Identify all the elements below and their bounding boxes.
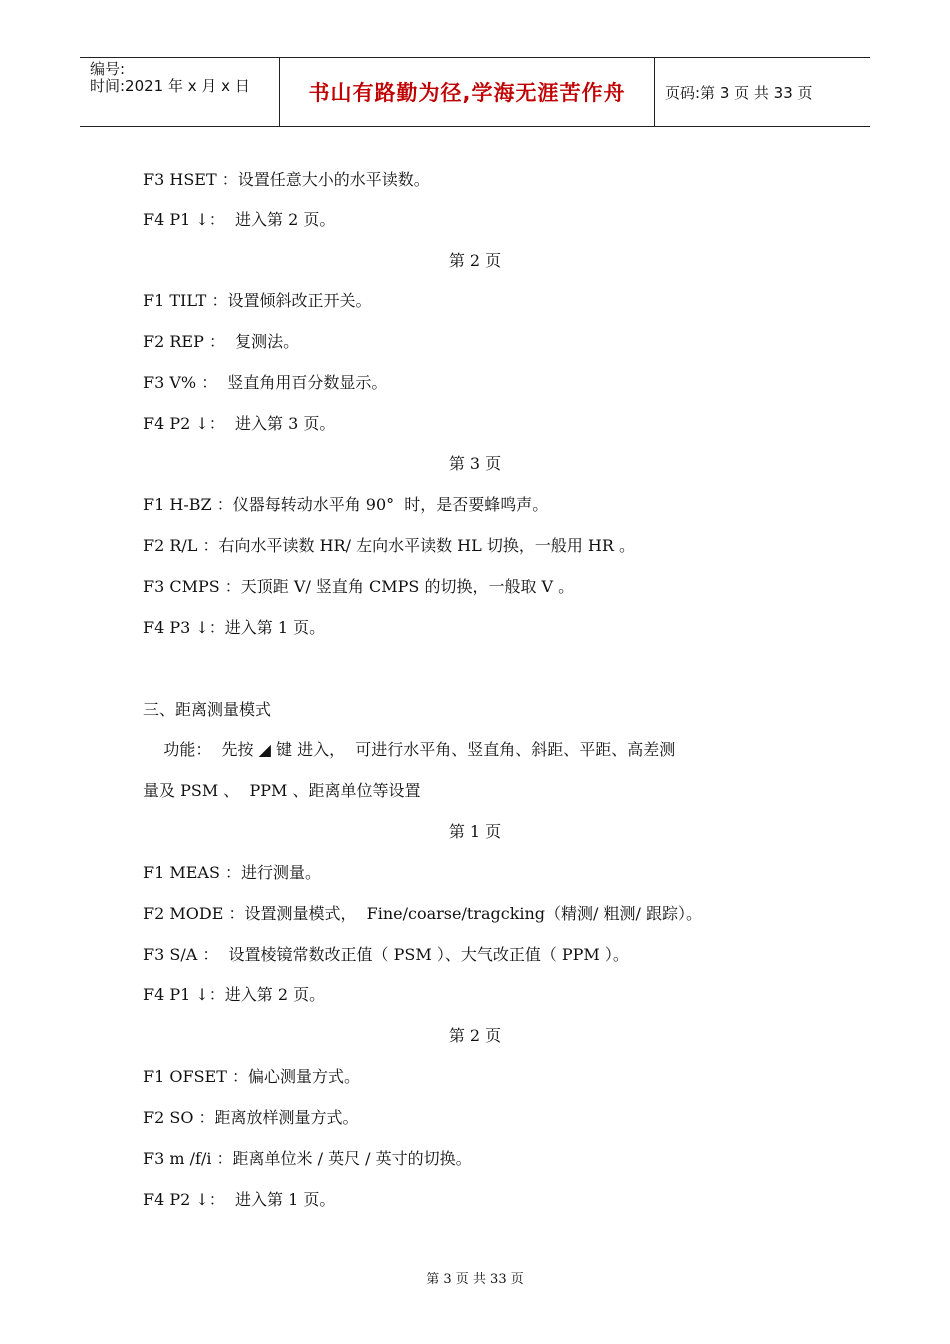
text-line: F3 HSET ：设置任意大小的水平读数。 [143,170,430,189]
page-header [80,57,870,127]
text-line: F2 R/L ：右向水平读数 HR/ 左向水平读数 HL 切换，一般用 HR 。 [143,536,636,555]
text-line: 量及 PSM 、 PPM 、距离单位等设置 [143,781,421,800]
subheading-page: 第 3 页 [448,454,502,473]
subheading-page: 第 1 页 [448,822,502,841]
document-time-label: 时间:2021 年 x 月 x 日 [90,77,250,95]
subheading-page: 第 2 页 [448,1026,502,1045]
text-line: F2 REP ： 复测法。 [143,332,300,351]
text-line: 功能： 先按 ◢ 键 进入， 可进行水平角、竖直角、斜距、平距、高差测 [143,740,676,759]
subheading-page: 第 2 页 [448,251,502,270]
document-number-label: 编号: [90,60,126,78]
page-footer: 第 3 页 共 33 页 [426,1272,524,1287]
header-page-info: 页码:第 3 页 共 33 页 [665,83,813,102]
text-line: F4 P1 ↓： 进入第 2 页。 [143,210,336,229]
text-line: F4 P2 ↓： 进入第 3 页。 [143,414,336,433]
text-line: F4 P2 ↓： 进入第 1 页。 [143,1190,336,1209]
text-line: F1 MEAS ：进行测量。 [143,863,322,882]
text-line: F2 SO ：距离放样测量方式。 [143,1108,359,1127]
text-line: F4 P1 ↓：进入第 2 页。 [143,985,326,1004]
text-line: F4 P3 ↓：进入第 1 页。 [143,618,326,637]
header-meta [80,58,280,126]
header-motto: 书山有路勤为径,学海无涯苦作舟 [280,58,655,126]
text-line: F2 MODE ：设置测量模式， Fine/coarse/tragcking（精测/ 粗测/ 跟踪）。 [143,904,703,923]
section-heading: 三、距离测量模式 [143,700,272,719]
text-line: F1 H-BZ ：仪器每转动水平角 90° 时，是否要蜂鸣声。 [143,495,549,514]
text-line: F3 S/A ： 设置棱镜常数改正值（ PSM ）、大气改正值（ PPM ）。 [143,945,629,964]
text-line: F3 m /f/i ：距离单位米 / 英尺 / 英寸的切换。 [143,1149,472,1168]
text-line: F3 CMPS ：天顶距 V/ 竖直角 CMPS 的切换，一般取 V 。 [143,577,575,596]
text-line: F1 TILT ：设置倾斜改正开关。 [143,291,372,310]
text-line: F1 OFSET ：偏心测量方式。 [143,1067,360,1086]
text-line: F3 V% ： 竖直角用百分数显示。 [143,373,388,392]
